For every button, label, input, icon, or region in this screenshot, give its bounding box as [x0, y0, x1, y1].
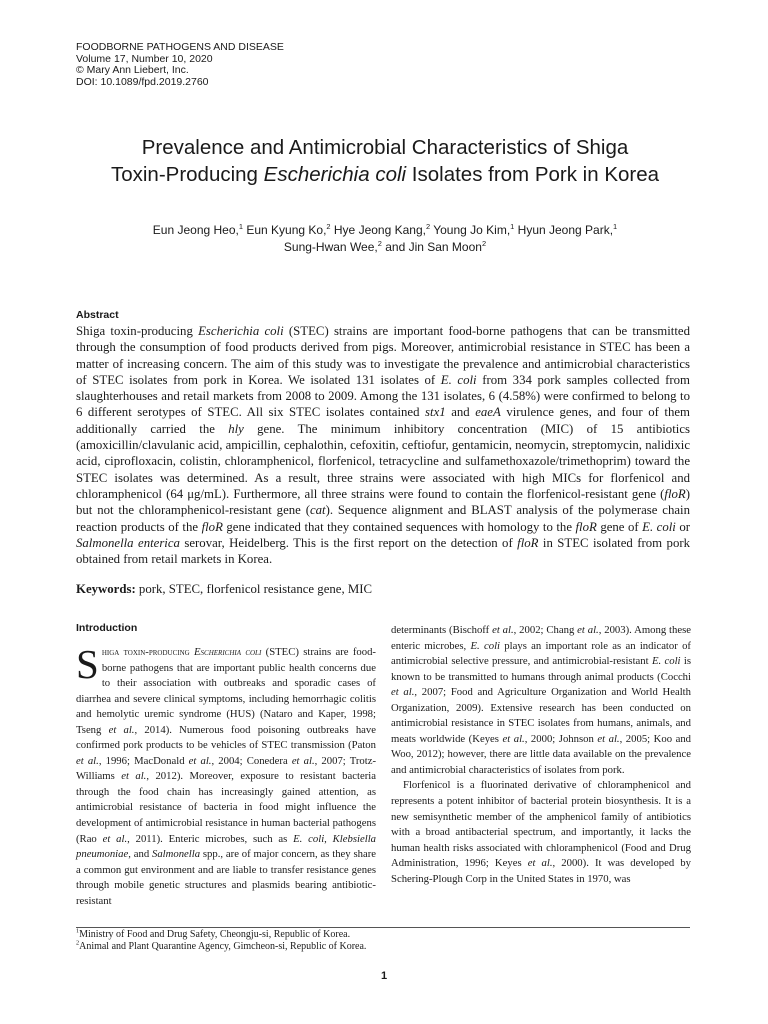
affiliation-marker: 2 — [481, 239, 487, 248]
author-name: Sung-Hwan Wee, — [283, 240, 378, 254]
title-text-end: Isolates from Pork in Korea — [406, 163, 660, 186]
affiliation-marker: 1 — [613, 222, 618, 231]
italic-term: et al. — [108, 723, 135, 736]
italic-term: et al. — [291, 754, 315, 767]
author-name: Young Jo Kim, — [433, 223, 511, 237]
author-name: Hye Jeong Kang, — [333, 223, 426, 237]
affiliation-marker: 2 — [425, 222, 431, 231]
italic-term: Escherichia coli — [198, 324, 284, 338]
florfenicol-paragraph — [391, 778, 691, 887]
keywords-line — [76, 582, 372, 597]
text-run: , 2011). Enteric microbes, such as — [127, 832, 294, 845]
author-name: Eun Jeong Heo, — [152, 223, 239, 237]
footnote-marker: 1 — [76, 927, 80, 935]
text-run: virulence genes, and four of them additionally carried the — [76, 405, 690, 436]
italic-term: stx1 — [425, 405, 446, 420]
author-name: Hyun Jeong Park, — [517, 223, 614, 237]
title-line-2 — [60, 161, 710, 188]
introduction-heading: Introduction — [76, 622, 138, 634]
italic-term: eaeA — [475, 405, 501, 420]
lead-in-smallcaps: higa toxin-producing — [101, 646, 195, 658]
article-title — [60, 134, 710, 188]
affiliation-marker: 2 — [326, 222, 331, 231]
text-run: , 2007; Food and Agriculture Organization and World Health Organization, 2009). Extensive research has been conducted on antimicrobial resistance in STEC isolates from humans, animals, and meats worldwide (Keyes — [391, 686, 691, 745]
left-column-text — [76, 641, 377, 907]
author-list — [60, 222, 710, 256]
text-run: , 2014). Numerous food poisoning outbreaks have confirmed pork products to be vehicles of STEC transmission (Paton — [76, 723, 376, 752]
footnote — [76, 941, 366, 953]
italic-term: E. coli — [470, 639, 501, 652]
text-run: plays an important role as an indicator of antimicrobial selective pressure, and antimicrobial-resistant — [391, 639, 691, 668]
text-run: and — [445, 405, 476, 420]
text-run: from 334 pork samples collected from slaughterhouses and retail markets from 2008 to 2009. Among the 131 isolates, 6 (4.58%) were confirmed to belong to 6 different serotypes of STEC. All six STEC isolates contained — [76, 372, 691, 420]
italic-term: et al. — [577, 624, 599, 636]
italic-term: E. coli — [651, 655, 681, 668]
footnote-text: Animal and Plant Quarantine Agency, Gimcheon-si, Republic of Korea. — [79, 941, 367, 952]
text-run: or — [675, 519, 691, 534]
text-run: , 2007; Trotz-Williams — [76, 754, 377, 783]
text-run: spp., are of major concern, as they share a common gut environment and are liable to transfer resistance genes through mobile genetic structures and plasmids bearing antibiotic-resistant — [76, 848, 376, 907]
text-run: is known to be transmitted to humans through animal products (Cocchi — [391, 655, 691, 683]
text-run: , 1996; MacDonald — [98, 754, 189, 767]
text-run: ). Sequence alignment and BLAST analysis of the polymerase chain reaction products of the — [76, 503, 691, 534]
footnote-divider — [76, 927, 690, 928]
affiliation-marker: 1 — [510, 222, 515, 231]
italic-term: et al. — [76, 754, 99, 767]
lead-in-species: Escherichia coli — [194, 646, 262, 658]
text-run: Shiga toxin-producing — [76, 324, 199, 338]
drop-cap: S — [76, 641, 99, 687]
affiliation-marker: 2 — [377, 239, 382, 248]
text-run: , and — [128, 848, 152, 861]
affiliation-footnotes — [76, 929, 366, 953]
journal-name: FOODBORNE PATHOGENS AND DISEASE — [76, 41, 284, 53]
copyright-line: © Mary Ann Liebert, Inc. — [76, 64, 189, 77]
text-run: , 2012). Moreover, exposure to resistant bacteria through the food chain has increasingly gained attention, as antimicrobial resistance of bacteria in food might influence the development of antimicrobial resistance in human bacterial pathogens (Rao — [76, 770, 376, 845]
footnote-text: Ministry of Food and Drug Safety, Cheongju-si, Republic of Korea. — [79, 929, 351, 940]
text-run: serovar, Heidelberg. This is the first report on the detection of — [179, 535, 518, 550]
text-run: gene indicated that they contained sequences with homology to the — [222, 519, 576, 534]
text-run: , 2000). It was developed by Schering-Plough Corp in the United States in 1970, was — [391, 857, 691, 885]
text-run: ) but not the chloramphenicol-resistant gene ( — [76, 486, 690, 518]
italic-term: cat — [309, 503, 326, 518]
text-run: gene. The minimum inhibitory concentration (MIC) of 15 antibiotics (amoxicillin/clavulanic acid, ampicillin, cephalothin, cefoxitin, ceftiofur, gentamicin, neomycin, streptomycin, nalidixic acid, ciprofloxacin, colistin, chloramphenicol, florfenicol, tetracycline and sulfamethoxazole/trimethoprim) toward the STEC isolates was determined. As a result, three strains were associated with high MICs for florfenicol and chloramphenicol (64 μg/mL). Furthermore, all three strains were found to contain the florfenicol-resistant gene ( — [76, 421, 690, 501]
journal-header — [76, 42, 284, 88]
journal-volume: Volume 17, Number 10, 2020 — [76, 52, 213, 65]
text-run: , 2002; Chang — [513, 624, 578, 636]
text-run: , — [324, 832, 333, 845]
text-run: , 2003). Among these enteric microbes, — [391, 624, 692, 652]
italic-term: et al. — [597, 732, 620, 745]
left-column — [76, 641, 377, 909]
italic-term: et al. — [391, 686, 415, 699]
affiliation-marker: 1 — [238, 222, 243, 231]
text-run: Florfenicol is a fluorinated derivative of chloramphenicol and represents a potent inhibitor of bacterial protein biosynthesis. It is a new semisynthetic member of the amphenicol family of antibiotics with a broad antibacterial spectrum, and importantly, it lacks the human health risks associated with chloramphenicol (Food and Drug Administration, 1996; Keyes — [391, 779, 691, 870]
intro-paragraph — [76, 641, 377, 909]
italic-term: E. coli — [642, 519, 676, 534]
text-run: (STEC) strains are food-borne pathogens that are important public health concerns due to their association with outbreaks and sporadic cases of diarrhea and severe clinical symptoms, including hemorrhagic colitis and hemolytic uremic syndrome (HUS) (Nataro and Kaper, 1998; Tseng — [76, 646, 376, 736]
doi-link[interactable]: DOI: 10.1089/fpd.2019.2760 — [76, 75, 209, 88]
italic-term: et al. — [527, 857, 553, 870]
italic-term: E. coli — [293, 832, 325, 845]
italic-term: floR — [575, 519, 597, 534]
text-run: in STEC isolated from pork obtained from retail markets in Korea. — [76, 535, 690, 567]
keywords-text: pork, STEC, florfenicol resistance gene, MIC — [135, 582, 373, 596]
abstract-body — [76, 323, 690, 567]
text-run: , 2000; Johnson — [524, 732, 598, 745]
title-species: Escherichia coli — [263, 163, 407, 186]
text-run: gene of — [596, 519, 643, 534]
italic-term: hly — [228, 421, 244, 436]
italic-term: E. coli — [440, 372, 477, 387]
italic-term: Klebsiella pneumoniae — [76, 832, 377, 861]
right-column — [391, 623, 691, 887]
text-run: (STEC) strains are important food-borne pathogens that can be transmitted through the consumption of food products derived from pigs. Moreover, antimicrobial resistance in STEC has been a matter of increasing concern. The aim of this study was to investigate the prevalence and antimicrobial characteristics of STEC isolates from pork in Korea. We isolated 131 isolates of — [76, 324, 690, 387]
italic-term: et al. — [102, 832, 128, 845]
text-run: determinants (Bischoff — [391, 624, 493, 636]
italic-term: Salmonella — [151, 848, 201, 861]
page-number: 1 — [380, 970, 388, 982]
italic-term: floR — [517, 535, 539, 550]
italic-term: Salmonella enterica — [76, 535, 180, 550]
text-run: , 2004; Conedera — [211, 754, 292, 767]
footnote — [76, 929, 366, 941]
footnote-marker: 2 — [76, 939, 80, 947]
italic-term: et al. — [502, 732, 525, 745]
title-text: Toxin-Producing — [110, 163, 264, 186]
title-line-1: Prevalence and Antimicrobial Characteristics of Shiga — [141, 136, 629, 159]
italic-term: et al. — [121, 770, 147, 783]
italic-term: et al. — [188, 754, 212, 767]
text-run: , 2005; Koo and Woo, 2012); however, there are little data available on the prevalence and antimicrobial characteristics of isolates from pork. — [391, 732, 692, 776]
italic-term: floR — [201, 519, 223, 534]
author-name: Eun Kyung Ko, — [246, 223, 327, 237]
italic-term: et al. — [492, 624, 514, 636]
author-name: and Jin San Moon — [385, 240, 482, 254]
abstract-heading: Abstract — [76, 309, 119, 321]
keywords-label: Keywords: — [76, 582, 136, 596]
italic-term: floR — [664, 486, 686, 501]
intro-paragraph-continued — [391, 623, 691, 778]
